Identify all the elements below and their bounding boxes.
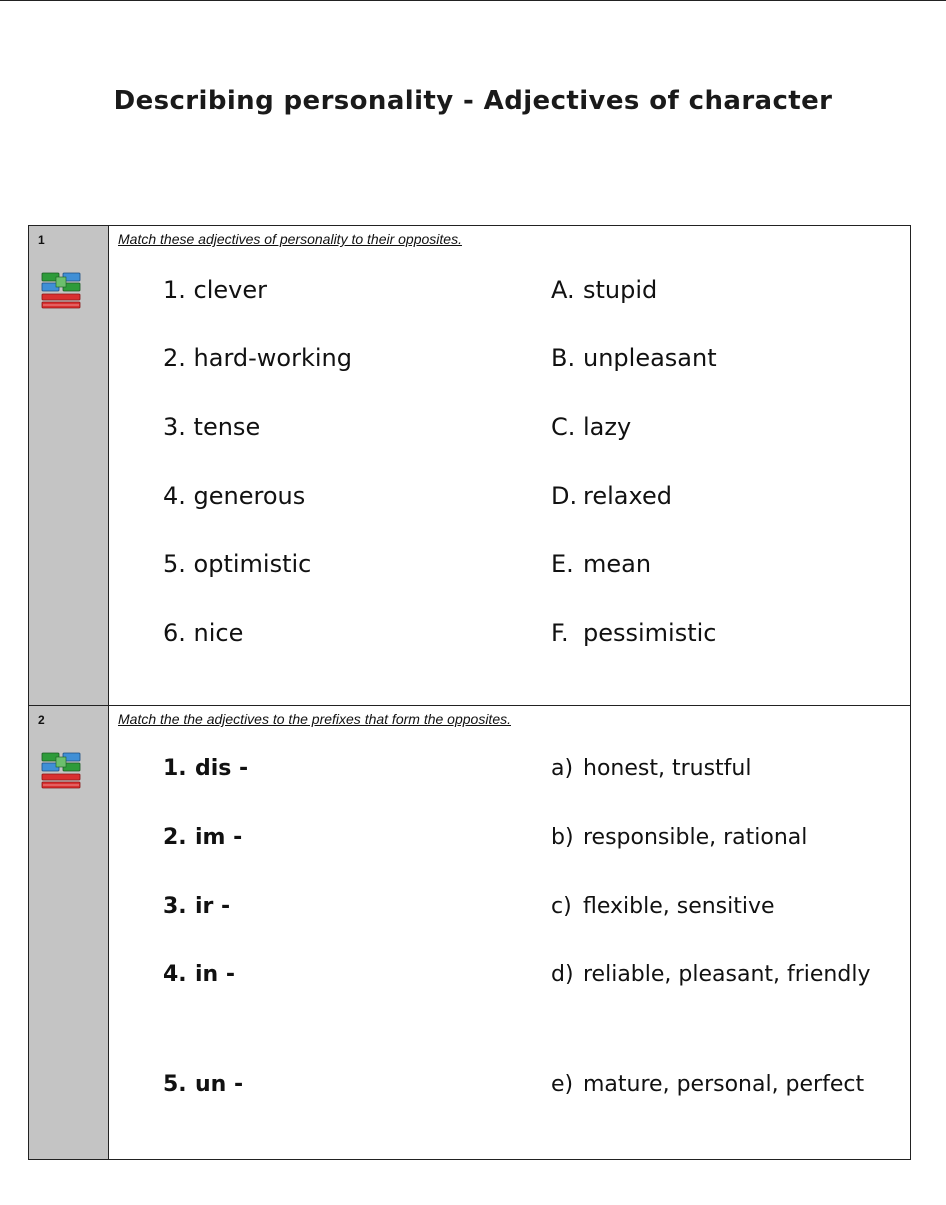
adjective-group-item: b) responsible, rational <box>551 825 808 850</box>
adjective-item: 5. optimistic <box>163 550 312 578</box>
adjective-item: 3. tense <box>163 413 261 441</box>
prefix-item: 3. ir - <box>163 894 231 919</box>
adjective-group-item: a) honest, trustful <box>551 756 752 781</box>
adjective-item: 4. generous <box>163 482 306 510</box>
opposite-item: A. stupid <box>551 276 658 304</box>
opposite-item: B. unpleasant <box>551 344 717 372</box>
opposite-item: E. mean <box>551 550 652 578</box>
exercise-instruction: Match the the adjectives to the prefixes that form the opposites. <box>118 711 511 727</box>
opposite-item: D. relaxed <box>551 482 672 510</box>
exercise-number: 2 <box>38 713 45 727</box>
exercise-1-content <box>109 226 910 705</box>
adjective-group-item: d) reliable, pleasant, friendly <box>551 962 871 987</box>
exercise-2-sidebar <box>29 706 109 1159</box>
exercise-1-sidebar <box>29 226 109 705</box>
matching-exercise-icon <box>41 752 81 790</box>
exercise-number: 1 <box>38 233 45 247</box>
prefix-item: 5. un - <box>163 1072 244 1097</box>
matching-exercise-icon <box>41 272 81 310</box>
exercise-2 <box>29 705 910 1159</box>
exercise-instruction: Match these adjectives of personality to their opposites. <box>118 231 462 247</box>
prefix-item: 2. im - <box>163 825 243 850</box>
adjective-item: 6. nice <box>163 619 244 647</box>
worksheet-table <box>28 225 911 1160</box>
prefix-item: 1. dis - <box>163 756 249 781</box>
adjective-group-item: c) flexible, sensitive <box>551 894 775 919</box>
adjective-group-item: e) mature, personal, perfect <box>551 1072 865 1097</box>
exercise-1 <box>29 226 910 705</box>
page-title: Describing personality - Adjectives of character <box>113 86 833 116</box>
adjective-item: 1. clever <box>163 276 268 304</box>
exercise-2-content <box>109 706 910 1159</box>
prefix-item: 4. in - <box>163 962 235 987</box>
adjective-item: 2. hard-working <box>163 344 352 372</box>
top-divider <box>0 0 946 1</box>
opposite-item: F. pessimistic <box>551 619 717 647</box>
opposite-item: C. lazy <box>551 413 632 441</box>
